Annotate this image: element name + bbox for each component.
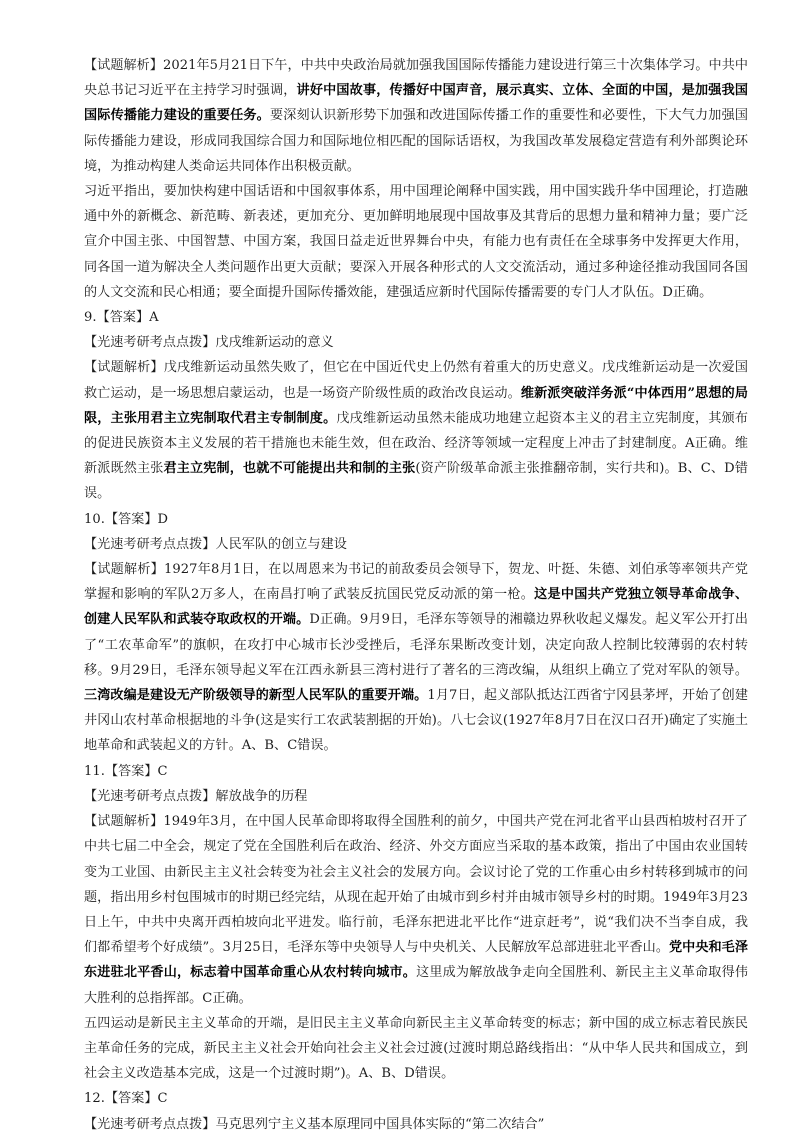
answer-line: 10.【答案】D: [84, 511, 169, 527]
analysis-text: D正确。9月9日，毛泽东等领导的湘赣边界秋收起义爆发。起义军公开打出了“工农革命军”的旗帜，在攻打中心城市长沙受挫后，毛泽东果断改变计划，决定向敌人控制比较薄弱的农村转移。9月29日，毛泽东领导起义军在江西永新县三湾村进行了著名的三湾改编，从组织上确立了党对军队的领导。: [84, 612, 749, 678]
analysis-paragraph: [84, 557, 748, 759]
analysis-text: 这里成为解放战争走向全国胜利、新民主主义革命取得伟大胜利的总指挥部。C正确。: [84, 965, 749, 1006]
analysis-text: 戊戌维新运动虽然未能成功地建立起资本主义的君主立宪制度，其颁布的促进民族资本主义发展的若干措施也未能生效，但在政治、经济等领域一定程度上冲击了封建制度。A正确。维新派既然主张: [84, 410, 748, 477]
answer-line: 11.【答案】C: [84, 763, 168, 779]
key-point-line: 【光速考研考点点拨】人民军队的创立与建设: [84, 536, 347, 552]
key-point-line: 【光速考研考点点拨】戊戌维新运动的意义: [84, 335, 334, 351]
analysis-paragraph: [84, 355, 748, 506]
answer-line: 9.【答案】A: [84, 310, 159, 326]
analysis-bold-text: 这是中国共产党独立领导革命战争、创建人民军队和武装夺取政权的开端。: [84, 587, 748, 628]
analysis-text: 【试题解析】2021年5月21日下午，中共中央政治局就加强我国国际传播能力建设进行第三十次集体学习。中共中央总书记习近平在主持学习时强调，: [84, 58, 748, 99]
analysis-paragraph: [84, 53, 748, 179]
analysis-text: 【试题解析】1949年3月，在中国人民革命即将取得全国胜利的前夕，中国共产党在河北省平山县西柏坡村召开了中共七届二中全会，规定了党在全国胜利后在政治、经济、外交方面应当采取的基本政策，指出了中国由农业国转变为工业国、由新民主主义社会转变为社会主义社会的发展方向。会议讨论了党的工作重心由乡村转移到城市的问题，指出用乡村包围城市的时期已经完结，从现在起开始了由城市到乡村并由城市领导乡村的时期。1949年3月23日上午，中共中央离开西柏坡向北平进发。临行前，毛泽东把进北平比作“进京赶考”，说“我们决不当李自成，我们都希望考个好成绩”。3月25日，毛泽东等中央领导人与中央机关、人民解放军总部进驻北平香山。: [84, 814, 748, 956]
key-point-line: 【光速考研考点点拨】马克思列宁主义基本原理同中国具体实际的“第二次结合”: [84, 1116, 545, 1132]
analysis-text: 要深刻认识新形势下加强和改进国际传播工作的重要性和必要性，下大气力加强国际传播能力建设，形成同我国综合国力和国际地位相匹配的国际话语权，为我国改革发展稳定营造有利外部舆论环境，为推动构建人类命运共同体作出积极贡献。: [84, 108, 748, 174]
analysis-text: (资产阶级革命派主张推翻帝制，实行共和)。B、C、D错误。: [84, 461, 748, 502]
analysis-bold-text: 君主立宪制，也就不可能提出共和制的主张: [163, 461, 416, 477]
answer-line: 12.【答案】C: [84, 1091, 168, 1107]
analysis-bold-text: 讲好中国故事，传播好中国声音，展示真实、立体、全面的中国，是加强我国国际传播能力建设的重要任务。: [84, 83, 748, 124]
analysis-text: 1月7日，起义部队抵达江西省宁冈县茅坪，开始了创建井冈山农村革命根据地的斗争(这是实行工农武装割据的开始)。八七会议(1927年8月7日在汉口召开)确定了实施土地革命和武装起义的方针。A、B、C错误。: [84, 688, 748, 754]
analysis-paragraph: 习近平指出，要加快构建中国话语和中国叙事体系，用中国理论阐释中国实践，用中国实践升华中国理论，打造融通中外的新概念、新范畴、新表述，更加充分、更加鲜明地展现中国故事及其背后的思想力量和精神力量；要广泛宣介中国主张、中国智慧、中国方案，我国日益走近世界舞台中央，有能力也有责任在全球事务中发挥更大作用，同各国一道为解决全人类问题作出更大贡献；要深入开展各种形式的人文交流活动，通过多种途径推动我国同各国的人文交流和民心相通；要全面提升国际传播效能，建强适应新时代国际传播需要的专门人才队伍。D正确。: [84, 184, 748, 300]
analysis-bold-text: 维新派突破洋务派“中体西用”思想的局限，主张用君主立宪制取代君主专制制度。: [84, 385, 748, 426]
analysis-text: 【试题解析】戊戌维新运动虽然失败了，但它在中国近代史上仍然有着重大的历史意义。戊戌维新运动是一次爱国救亡运动，是一场思想启蒙运动，也是一场资产阶级性质的政治改良运动。: [84, 360, 748, 401]
key-point-line: 【光速考研考点点拨】解放战争的历程: [84, 788, 308, 804]
analysis-bold-text: 三湾改编是建设无产阶级领导的新型人民军队的重要开端。: [84, 688, 428, 704]
analysis-paragraph: 五四运动是新民主主义革命的开端，是旧民主主义革命向新民主主义革命转变的标志；新中国的成立标志着民族民主革命任务的完成，新民主主义社会开始向社会主义社会过渡(过渡时期总路线指出：“从中华人民共和国成立，到社会主义改造基本完成，这是一个过渡时期”)。A、B、D错误。: [84, 1015, 748, 1082]
analysis-bold-text: 党中央和毛泽东进驻北平香山，标志着中国革命重心从农村转向城市。: [84, 940, 748, 981]
analysis-text: 【试题解析】1927年8月1日，在以周恩来为书记的前敌委员会领导下，贺龙、叶挺、朱德、刘伯承等率领共产党掌握和影响的军队2万多人，在南昌打响了武装反抗国民党反动派的第一枪。: [84, 562, 748, 603]
analysis-paragraph: [84, 809, 748, 1011]
